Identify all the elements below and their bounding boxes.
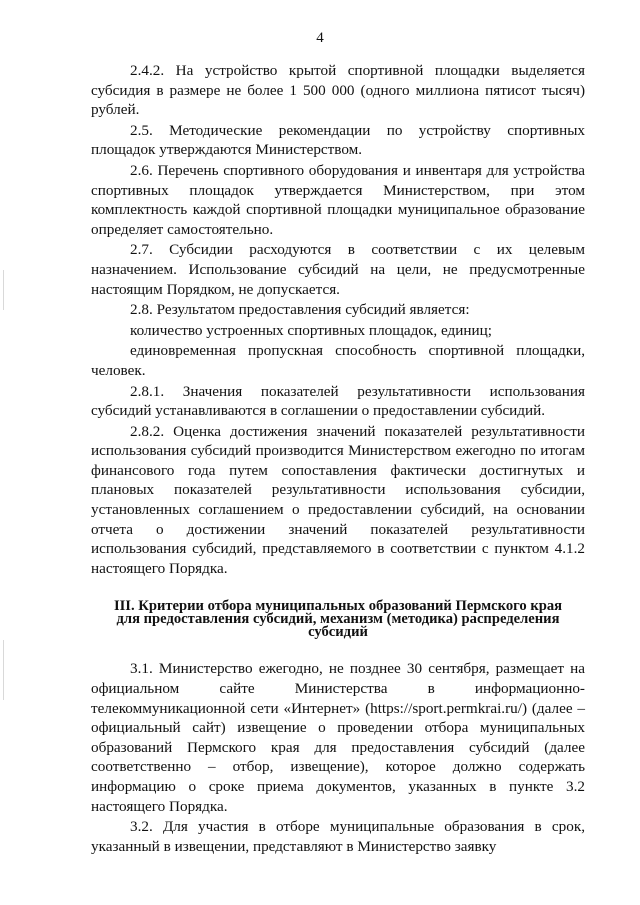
page-number: 4 [316,30,324,46]
paragraph-2-8-result-2: единовременная пропускная способность спортивной площадки, человек. [91,342,585,379]
paragraph-2-7: 2.7. Субсидии расходуются в соответствии с их целевым назначением. Использование субсидий на цели, не предусмотренные настоящим Порядком, не допускается. [91,241,585,298]
paragraph-2-5: 2.5. Методические рекомендации по устройству спортивных площадок утверждаются Министерством. [91,121,585,159]
section-3-heading-line-3: субсидий [308,624,368,641]
paragraph-3-2: 3.2. Для участия в отборе муниципальные образования в срок, указанный в извещении, представляют в Министерство заявку [91,818,585,855]
paragraph-3-1: 3.1. Министерство ежегодно, не позднее 30 сентября, размещает на официальном сайте Министерства в информационно-телекоммуникационной сети «Интернет» (https://sport.permkrai.ru/) (далее – официальный сайт) извещение о проведении отбора муниципальных образований Пермского края для предоставления субсидий (далее соответственно – отбор, извещение), которое должно содержать информацию о сроке приема документов, указанных в пункте 3.2 настоящего Порядка. [91,660,585,815]
paragraph-2-6: 2.6. Перечень спортивного оборудования и инвентаря для устройства спортивных площадок утверждается Министерством, при этом комплектность каждой спортивной площадки муниципальное образование определяет самостоятельно. [91,161,585,238]
section-3-heading-line-2: для предоставления субсидий, механизм (методика) распределения [116,611,560,628]
section-3-heading [91,600,585,639]
paragraph-2-8-2: 2.8.2. Оценка достижения значений показателей результативности использования субсидий производится Министерством ежегодно по итогам финансового года путем сопоставления фактически достигнутых и плановых показателей результативности использования субсидии, установленных соглашением о предоставлении субсидий, на основании отчета о достижении значений показателей результативности использования субсидий, представляемого в соответствии с пунктом 4.1.2 настоящего Порядка. [91,422,585,577]
paragraph-2-8-1: 2.8.1. Значения показателей результативности использования субсидий устанавливаются в соглашении о предоставлении субсидий. [91,382,585,420]
paragraph-2-8: 2.8. Результатом предоставления субсидий является: [130,301,470,319]
paragraph-2-8-result-1: количество устроенных спортивных площадок, единиц; [130,321,492,339]
scan-margin-mark-bottom [3,640,4,700]
scan-margin-mark-top [3,270,4,310]
paragraph-2-4-2: 2.4.2. На устройство крытой спортивной площадки выделяется субсидия в размере не более 1 500 000 (одного миллиона пятисот тысяч) рублей. [91,62,585,119]
section-3-heading-line-1: III. Критерии отбора муниципальных образований Пермского края [113,598,563,615]
document-body [91,61,585,857]
